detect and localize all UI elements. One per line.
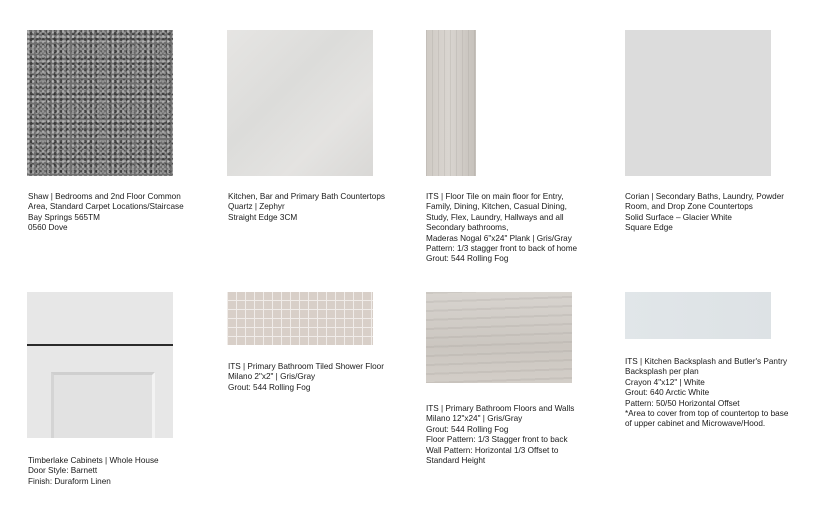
bath-floor-tile-swatch (426, 292, 572, 383)
cabinet-edge-line (27, 344, 173, 346)
backsplash-tile-swatch (625, 292, 771, 339)
shower-floor-caption: ITS | Primary Bathroom Tiled Shower Floor Milano 2"x2" | Gris/Gray Grout: 544 Rolling Fog (228, 362, 384, 392)
cabinet-door-swatch (27, 292, 173, 438)
mosaic-tile-swatch (227, 292, 373, 345)
quartz-caption: Kitchen, Bar and Primary Bath Countertops Quartz | Zephyr Straight Edge 3CM (228, 192, 386, 222)
wood-look-tile-swatch (426, 30, 476, 176)
backsplash-caption: ITS | Kitchen Backsplash and Butler's Pantry Backsplash per plan Crayon 4"x12" | White Grout: 640 Arctic White Pattern: 50/50 Horizontal Offset *Area to cover from top of countertop to base of upper cabinet and Microwave/Hood. (625, 357, 789, 429)
quartz-swatch (227, 30, 373, 176)
carpet-caption: Shaw | Bedrooms and 2nd Floor Common Area, Standard Carpet Locations/Staircase Bay Springs 565TM 0560 Dove (28, 192, 184, 233)
bath-floor-caption: ITS | Primary Bathroom Floors and Walls Milano 12"x24" | Gris/Gray Grout: 544 Rolling Fog Floor Pattern: 1/3 Stagger front to back Wall Pattern: Horizontal 1/3 Offset to Standard Height (426, 404, 575, 466)
cabinet-door-panel (51, 372, 155, 438)
corian-caption: Corian | Secondary Baths, Laundry, Powder Room, and Drop Zone Countertops Solid Surface – Glacier White Square Edge (625, 192, 784, 233)
carpet-swatch (27, 30, 173, 176)
solid-surface-swatch (625, 30, 771, 176)
cabinet-caption: Timberlake Cabinets | Whole House Door Style: Barnett Finish: Duraform Linen (28, 456, 159, 486)
floor-tile-caption: ITS | Floor Tile on main floor for Entry, Family, Dining, Kitchen, Casual Dining, Study, Flex, Laundry, Hallways and all Secondary bathrooms, Maderas Nogal 6"x24" Plank | Gris/Gray Pattern: 1/3 stagger front to back of home Grout: 544 Rolling Fog (426, 192, 578, 264)
